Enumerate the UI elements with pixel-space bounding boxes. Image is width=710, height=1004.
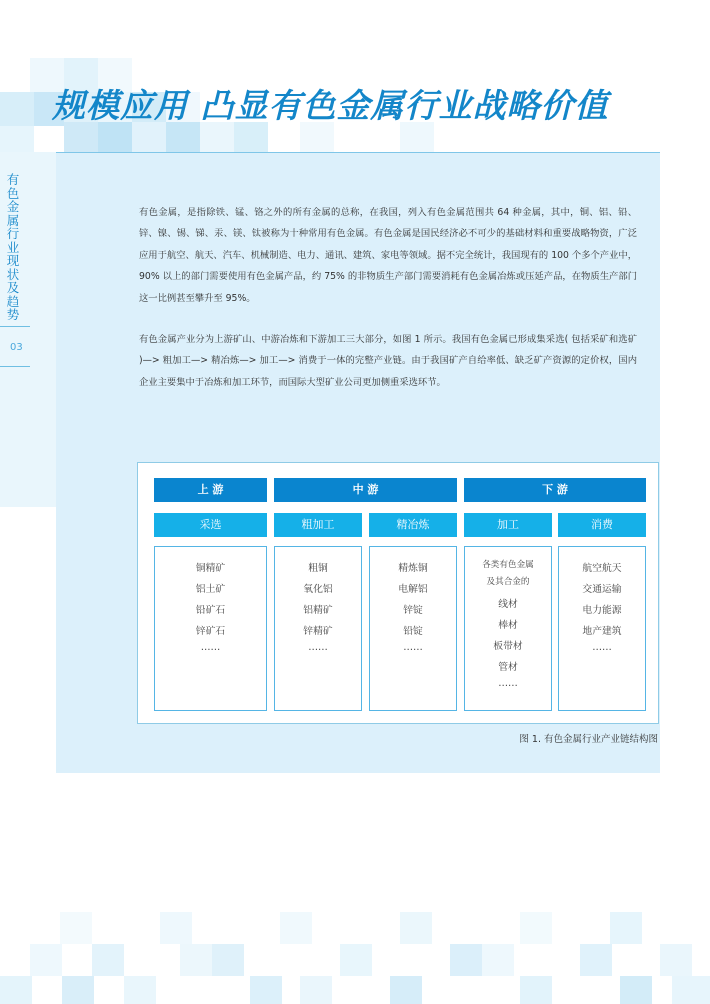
list-item: 粗铜 [308, 563, 328, 574]
list-item: 铝土矿 [195, 584, 226, 595]
column-consumption [558, 546, 646, 711]
list-item: …… [308, 642, 328, 653]
figure-caption: 图 1. 有色金属行业产业链结构图 [519, 734, 658, 745]
column-mining [154, 546, 267, 711]
list-item: 及其合金的 [486, 577, 530, 587]
list-item: 锌锭 [403, 605, 423, 616]
list-item: …… [498, 678, 518, 689]
body-paragraph-1: 有色金属，是指除铁、锰、铬之外的所有金属的总称，在我国，列入有色金属范围共 64 种金属，其中，铜、铝、铅、锌、镍、锡、锑、汞、镁、钛被称为十种常用有色金属。有色金属是国民经济必不可少的基础材料和重要战略物资，广泛应用于航空、航天、汽车、机械制造、电力、通讯、建筑、家电等领域。据不完全统计，我国现有的 100 个多个产业中，90% 以上的部门需要使用有色金属产品，约 75% 的非物质生产部门需要消耗有色金属冶炼或压延产品，在物质生产部门这一比例甚至攀升至 95%。 [139, 207, 637, 304]
chapter-title: 有色金属行业现状及趋势 [6, 172, 20, 322]
list-item: 管材 [498, 662, 518, 673]
column-refining [369, 546, 457, 711]
page-title: 规模应用 凸显有色金属行业战略价值 [52, 86, 609, 125]
list-item: 棒材 [498, 620, 518, 631]
list-item: 板带材 [493, 641, 523, 652]
subheader-processing: 加工 [464, 513, 552, 537]
header-upstream: 上 游 [154, 478, 267, 502]
list-item: 交通运输 [582, 584, 622, 595]
list-item: 铜精矿 [195, 563, 226, 574]
body-paragraph-2: 有色金属产业分为上游矿山、中游冶炼和下游加工三大部分，如图 1 所示。我国有色金属已形成集采选( 包括采矿和选矿 )—> 粗加工—> 精冶炼—> 加工—> 消费于一体的完整产业链。由于我国矿产自给率低、缺乏矿产资源的定价权，国内企业主要集中于冶炼和加工环节，而国际大型矿业公司更加侧重采选环节。 [139, 334, 637, 388]
list-item: 线材 [498, 599, 518, 610]
list-item: 氧化铝 [303, 584, 333, 595]
list-item: 铝精矿 [303, 605, 333, 616]
header-downstream: 下 游 [464, 478, 646, 502]
list-item: 锌精矿 [303, 626, 333, 637]
header-midstream: 中 游 [274, 478, 457, 502]
subheader-rough-processing: 粗加工 [274, 513, 362, 537]
list-item: 精炼铜 [398, 563, 428, 574]
list-item: …… [592, 642, 612, 653]
list-item: 铅锭 [403, 626, 423, 637]
list-item: …… [200, 642, 221, 653]
column-processing [464, 546, 552, 711]
subheader-mining: 采选 [154, 513, 267, 537]
list-item: 电力能源 [582, 605, 622, 616]
title-divider [56, 152, 660, 153]
list-item: 地产建筑 [582, 626, 622, 637]
column-rough-processing [274, 546, 362, 711]
sidebar-divider-bottom [0, 366, 30, 367]
page-number: 03 [10, 342, 23, 353]
list-item: …… [403, 642, 423, 653]
list-item: 电解铝 [398, 584, 428, 595]
list-item: 铅矿石 [195, 605, 226, 616]
subheader-consumption: 消费 [558, 513, 646, 537]
sidebar-divider-top [0, 326, 30, 327]
list-item: 各类有色金属 [482, 560, 534, 570]
list-item: 锌矿石 [195, 626, 226, 637]
list-item: 航空航天 [582, 563, 622, 574]
subheader-refining: 精冶炼 [369, 513, 457, 537]
